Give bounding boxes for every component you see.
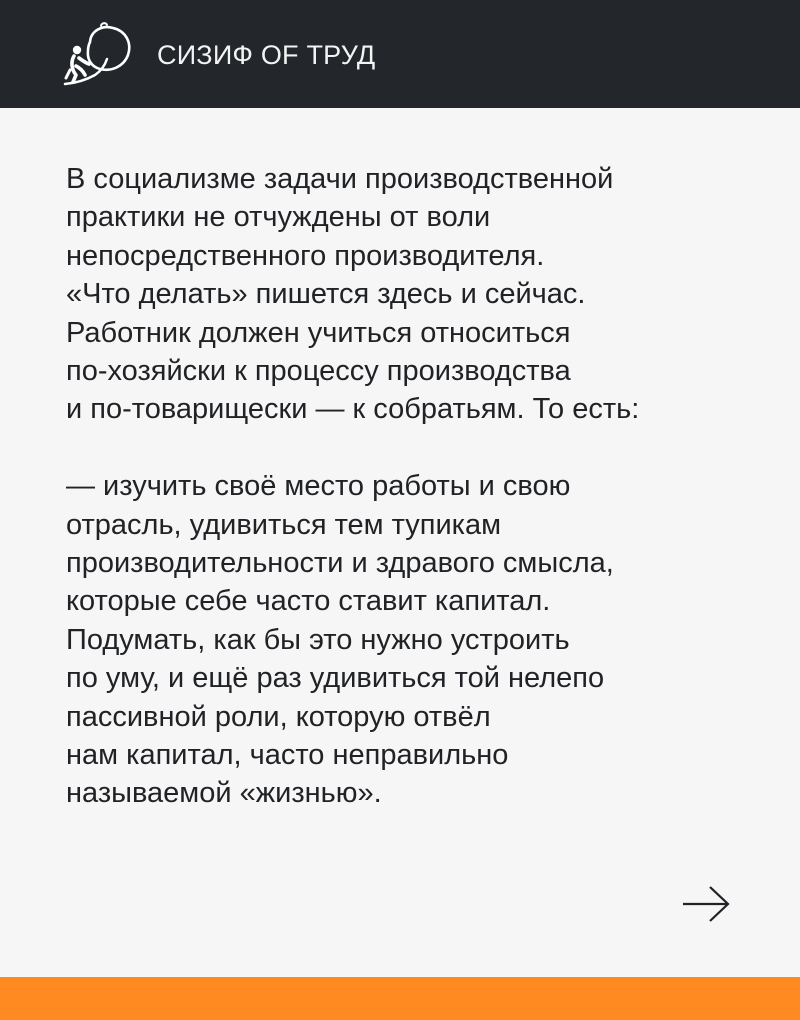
paragraph-line: которые себе часто ставит капитал. [66,585,551,618]
paragraph-line: по-хозяйски к процессу производства [66,355,571,388]
paragraph-line: — изучить своё место работы и свою [66,470,571,503]
brand-title: СИЗИФ OF ТРУД [157,40,376,70]
paragraph-line: Работник должен учиться относиться [66,316,571,349]
paragraph-line: по уму, и ещё раз удивиться той нелепо [66,662,605,695]
paragraph-line: «Что делать» пишется здесь и сейчас. [66,278,586,311]
main-content [66,160,746,813]
paragraph-line: нам капитал, часто неправильно [66,739,509,772]
paragraph-1 [66,160,746,429]
paragraph-line: называемой «жизнью». [66,777,382,810]
paragraph-spacer [66,429,746,467]
paragraph-line: непосредственного производителя. [66,239,545,272]
header [0,0,800,108]
paragraph-line: В социализме задачи производственной [66,163,614,195]
accent-bar [0,977,800,1020]
paragraph-line: Подумать, как бы это нужно устроить [66,623,570,656]
paragraph-line: практики не отчуждены от воли [66,201,491,234]
arrow-right-icon[interactable] [680,882,732,926]
paragraph-line: и по-товарищески — к собратьям. То есть: [66,393,640,426]
sisyphus-logo-icon [62,20,132,88]
paragraph-line: пассивной роли, которую отвёл [66,700,491,733]
paragraph-line: производительности и здравого смысла, [66,547,614,580]
paragraph-line: отрасль, удивиться тем тупикам [66,508,502,541]
paragraph-2 [66,467,746,813]
